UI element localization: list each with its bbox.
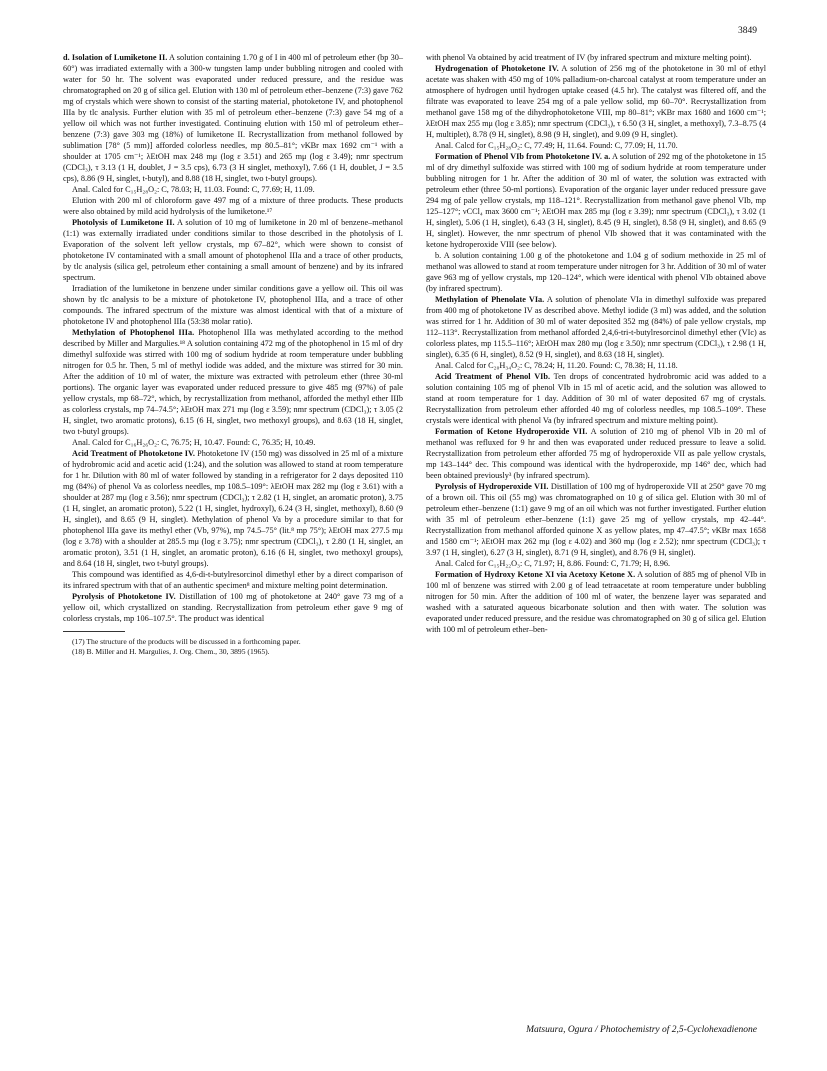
paragraph (63, 327, 403, 437)
paragraph-text: Photoketone IV (150 mg) was dissolved in 25 ml of a mixture of hydrobromic acid and acetic acid (1:24), and the solution was allowed to stand at room temperature for 1 hr. Dilution with 80 ml of water followed by standing in a refrigerator for 2 days deposited 110 mg (84%) of phenol Va as colorless needles, mp 108.5–109°: λEtOH max 282 mμ (log ε 3.61) with a shoulder at 287 mμ (log ε 3.56); nmr spectrum (CDCl₃); τ 2.82 (1 H, singlet, an aromatic proton), 3.75 (1 H, singlet, an aromatic proton), 5.22 (1 H, singlet, hydroxyl), 6.24 (3 H, singlet, methoxyl), 8.60 (9 H, singlet), and 8.65 (9 H, singlet). Methylation of phenol Va by a procedure similar to that for photophenol IIIa gave its methyl ether (Vb, 97%), mp 74.5–75° (lit.⁸ mp 75°); λEtOH max 277.5 mμ (log ε 3.78) with a shoulder at 285.5 mμ (log ε 3.75); nmr spectrum (CDCl₃), τ 2.80 (1 H, singlet, an aromatic proton), 3.51 (1 H, singlet, an aromatic proton), 6.16 (6 H, singlet, two methoxyl groups), and 8.64 (18 H, singlet, two t-butyl groups). (63, 449, 403, 568)
paragraph-heading: Acid Treatment of Photoketone IV. (72, 449, 195, 458)
paragraph (426, 360, 766, 371)
paragraph-text: A solution of 885 mg of phenol VIb in 100 ml of benzene was stirred with 2.00 g of lead tetraacetate at room temperature under bubbling nitrogen for 50 min. After the addition of 100 ml of water, the benzene layer was separated and washed with a saturated aqueous bicarbonate solution and then with water. The solution was evaporated under reduced pressure, and the residue was chromatographed on 30 g of silica gel. Elution with 100 ml of petroleum ether–ben- (426, 570, 766, 634)
paragraph-text: A solution of 210 mg of phenol VIb in 20 ml of methanol was refluxed for 9 hr and then was evaporated under reduced pressure to leave a solid. Recrystallization from petroleum ether afforded 75 mg of hydroperoxide VII as pale yellow crystals, mp 143–144° dec. This compound was identical with the hydroperoxide, mp 146° dec, which had been obtained previously³ (by infrared spectrum). (426, 427, 767, 480)
paragraph (426, 151, 766, 250)
paragraph-text: Anal. Calcd for C₁₅H₂₈O₂: C, 78.03; H, 11.03. Found: C, 77.69; H, 11.09. (72, 185, 315, 194)
paragraph (63, 448, 403, 569)
paragraph-heading: Pyrolysis of Photoketone IV. (72, 592, 176, 601)
paragraph-heading: Methylation of Phenolate VIa. (435, 295, 545, 304)
paragraph (63, 591, 403, 624)
footnote: (17) The structure of the products will be discussed in a forthcoming paper. (72, 637, 301, 646)
paragraph-text: Distillation of 100 mg of photoketone at 240° gave 73 mg of a yellow oil, which crystallized on standing. Recrystallization from petroleum ether gave 9 mg of colorless crystals, mp 106–107.5°. The product was identical (63, 592, 403, 623)
paragraph (63, 217, 403, 283)
paragraph (63, 184, 403, 195)
paragraph (63, 283, 403, 327)
paragraph-text: Ten drops of concentrated hydrobromic acid was added to a solution containing 105 mg of phenol VIb in 15 ml of acetic acid, and the solution was allowed to stand at room temperature for 1 day. Addition of 30 ml of water deposited 67 mg of crystals. Recrystallization from petroleum ether afforded 40 mg of colorless needles, mp 108.5–109°. These crystals were identical with phenol Va (by infrared spectrum and mixture melting point). (426, 372, 767, 425)
paragraph-text: A solution containing 1.70 g of I in 400 ml of petroleum ether (bp 30–60°) was irradiated externally with a 300-w tungsten lamp under bubbling nitrogen and cooled with water for 50 hr. The solvent was evaporated under reduced pressure, and the residue was chromatographed on 20 g of silica gel. Elution with 130 ml of petroleum ether–benzene (7:3) gave 762 mg of crystals which were shown to consist of the starting material, photoketone IV, and photophenol IIIa by tlc analysis. Further elution with 35 ml of petroleum ether–benzene (7:3) gave 54 mg of a yellow oil which was not further investigated. Continuing elution with 150 ml of petroleum ether–benzene (7:3) gave 303 mg (18%) of lumiketone II. Recrystallization from methanol followed by sublimation [78° (5 mm)] afforded colorless needles, mp 80.5–81°; νKBr max 1692 cm⁻¹ with a shoulder at 1705 cm⁻¹; λEtOH max 248 mμ (log ε 3.51) and 265 mμ (log ε 3.49); nmr spectrum (CDCl₃), τ 3.13 (1 H, doublet, J = 3.5 cps), 6.73 (3 H singlet, methoxyl), 7.66 (1 H, doublet, J = 3.5 cps), 8.86 (9 H, singlet, t-butyl), and 8.88 (18 H, singlet, two t-butyl groups). (63, 53, 404, 183)
paragraph (63, 437, 403, 448)
paragraph-text: Anal. Calcd for C₁₅H₂₈O₂: C, 77.49; H, 11.64. Found: C, 77.09; H, 11.70. (435, 141, 678, 150)
paragraph-heading: Acid Treatment of Phenol VIb. (435, 372, 551, 381)
paragraph-text: This compound was identified as 4,6-di-t-butylresorcinol dimethyl ether by a direct comparison of its infrared spectrum with that of an authentic specimen⁸ and mixture melting point determination. (63, 570, 403, 590)
paragraph-text: Photophenol IIIa was methylated according to the method described by Miller and Margulies.¹⁸ A solution containing 472 mg of the photophenol in 15 ml of dry dimethyl sulfoxide was stirred with 100 mg of sodium hydride at room temperature under bubbling nitrogen for 0.5 hr. Then, 5 ml of methyl iodide was added, and the mixture was stirred for 30 min. After the addition of 10 ml of water, the mixture was extracted with petroleum ether (three 30-ml portions). The organic layer was evaporated under reduced pressure to give 485 mg (97%) of pale yellow crystals, mp 68–72°, which, by recrystallization from methanol, afforded the methyl ether IIIb as colorless crystals, mp 74–74.5°; λEtOH max 271 mμ (log ε 3.59); nmr spectrum (CDCl₃); τ 3.05 (2 H, singlet, two aromatic protons), 6.15 (6 H, singlet, two methoxyl groups), and 8.63 (18 H, singlet, two t-butyl groups). (63, 328, 404, 436)
paragraph (426, 481, 766, 558)
footnote: (18) B. Miller and H. Margulies, J. Org. Chem., 30, 3895 (1965). (72, 646, 270, 656)
paragraph (426, 52, 766, 63)
paragraph-text: A solution of 256 mg of the photoketone in 30 ml of ethyl acetate was shaken with 450 mg of 10% palladium-on-charcoal catalyst at room temperature under an atmosphere of hydrogen until hydrogen uptake ceased (4.5 hr). The catalyst was filtered off, and the filtrate was evaporated to leave 254 mg of a pale yellow solid, mp 60–70°. Recrystallization from methanol gave 158 mg of the dihydrophotoketone VIII, mp 80–81°; νKBr max 1680 and 1600 cm⁻¹; λEtOH max 255 mμ (log ε 3.85); nmr spectrum (CDCl₃), τ 6.50 (3 H, singlet, a methoxyl), 7.3–8.75 (4 H, multiplet), 8.78 (9 H, singlet), 8.98 (9 H, singlet), and 9.09 (9 H, singlet). (426, 64, 767, 139)
page-number: 3849 (738, 26, 757, 36)
paragraph (426, 558, 766, 569)
paragraph-heading: Hydrogenation of Photoketone IV. (435, 64, 559, 73)
paragraph-text: b. A solution containing 1.00 g of the photoketone and 1.04 g of sodium methoxide in 25 ml of methanol was allowed to stand at room temperature under nitrogen for 3 hr. Addition of 30 ml of water gave 963 mg of yellow crystals, mp 120–124°, which were identical with phenol VIb obtained above (by infrared spectrum). (426, 251, 766, 293)
paragraph (63, 195, 403, 217)
paragraph-heading: d. Isolation of Lumiketone II. (63, 53, 168, 62)
paragraph (63, 52, 403, 184)
paragraph-text: Distillation of 100 mg of hydroperoxide VII at 250° gave 70 mg of a brown oil. This oil (55 mg) was chromatographed on 10 g of silica gel. Elution with 30 ml of petroleum ether–benzene (1:1) gave 9 mg of an oil which was not further investigated. Further elution with 35 ml of petroleum ether–benzene (1:1) gave 25 mg of yellow crystals, mp 42–44°. Recrystallization from methanol afforded quinone X as yellow plates, mp 47–47.5°; νKBr max 1658 and 1580 cm⁻¹; λEtOH max 262 mμ (log ε 4.02) and 360 mμ (log ε 2.52); nmr spectrum (CDCl₃); τ 3.97 (1 H, singlet), 6.27 (3 H, singlet), 8.71 (9 H, singlet), and 8.76 (9 H, singlet). (426, 482, 766, 557)
paragraph (426, 294, 766, 360)
paragraph-heading: Formation of Ketone Hydroperoxide VII. (435, 427, 588, 436)
footnote-separator (63, 631, 125, 632)
paragraph-text: with phenol Va obtained by acid treatment of IV (by infrared spectrum and mixture melting point). (426, 53, 752, 62)
paragraph-heading: Pyrolysis of Hydroperoxide VII. (435, 482, 549, 491)
paragraph (426, 426, 766, 481)
paragraph-heading: Methylation of Photophenol IIIa. (72, 328, 195, 337)
footnotes (63, 637, 403, 657)
paragraph-text: A solution of 10 mg of lumiketone in 20 ml of benzene–methanol (1:1) was externally irradiated under conditions similar to those described in the photolysis of I. Evaporation of the solvent left yellow crystals, mp 67–82°, which were shown to consist of photoketone IV contaminated with a small amount of photophenol IIIa and a trace of other products, by tlc analysis (silica gel, petroleum ether containing a small amount of benzene) and by its infrared spectrum. (63, 218, 403, 282)
paragraph (426, 569, 766, 635)
paragraph-text: A solution of 292 mg of the photoketone in 15 ml of dry dimethyl sulfoxide was stirred with 100 mg of sodium hydride at room temperature under bubbling nitrogen for 1 hr. After the addition of 30 ml of water, the solution was extracted with petroleum ether (three 50-ml portions). Evaporation of the organic layer under reduced pressure gave 294 mg of pale yellow crystals, mp 118–121°. Recrystallization from methanol gave phenol VIb, mp 125–127°; νCCl₄ max 3600 cm⁻¹; λEtOH max 285 mμ (log ε 3.39); nmr spectrum (CDCl₃), τ 3.02 (1 H, singlet), 5.06 (1 H, singlet), 6.43 (3 H, singlet), 8.45 (9 H, singlet), 8.58 (9 H, singlet), and 8.65 (9 H, singlet). However, the nmr spectrum of phenol VIb showed that it was contaminated with the ketone hydroperoxide VIII (see below). (426, 152, 766, 249)
left-column (63, 52, 403, 657)
running-footer: Matsuura, Ogura / Photochemistry of 2,5-Cyclohexadienone (526, 1025, 757, 1035)
paragraph-text: Anal. Calcd for C₁₅H₂₂O₃: C, 71.97; H, 8.86. Found: C, 71.79; H, 8.96. (435, 559, 671, 568)
paragraph (426, 140, 766, 151)
paragraph (63, 569, 403, 591)
paragraph-text: Anal. Calcd for C₂₀H₃₄O₂: C, 78.24; H, 11.20. Found: C, 78.38; H, 11.18. (435, 361, 678, 370)
paragraph-heading: Formation of Hydroxy Ketone XI via Acetoxy Ketone X. (435, 570, 636, 579)
paragraph-text: Irradiation of the lumiketone in benzene under similar conditions gave a yellow oil. This oil was shown by tlc analysis to be a mixture of photoketone IV, photophenol IIIa, and a trace of other compounds. The infrared spectrum of the mixture was almost identical with that of a mixture of photoketone IV and photophenol IIIa (53:38 molar ratio). (63, 284, 403, 326)
paragraph (426, 250, 766, 294)
paragraph-text: Elution with 200 ml of chloroform gave 497 mg of a mixture of three products. These products were also obtained by mild acid hydrolysis of the lumiketone.¹⁷ (63, 196, 403, 216)
paragraph (426, 63, 766, 140)
paragraph-text: Anal. Calcd for C₁₆H₂₆O₂: C, 76.75; H, 10.47. Found: C, 76.35; H, 10.49. (72, 438, 316, 447)
paragraph-heading: Photolysis of Lumiketone II. (72, 218, 175, 227)
paragraph-text: A solution of phenolate VIa in dimethyl sulfoxide was prepared from 400 mg of photoketone IV as described above. Methyl iodide (3 ml) was added, and the solution was stirred for 1 hr. Addition of 30 ml of water deposited 352 mg (84%) of pale yellow crystals, mp 112–113°. Recrystallization from methanol afforded 2,4,6-tri-t-butylresorcinol dimethyl ether (VIc) as colorless plates, mp 115.5–116°; λEtOH max 280 mμ (log ε 3.50); nmr spectrum (CDCl₃), τ 2.98 (1 H, singlet), 6.35 (6 H, singlet), 8.52 (9 H, singlet), and 8.63 (18 H, singlet). (426, 295, 766, 359)
paragraph (426, 371, 766, 426)
paragraph-heading: Formation of Phenol VIb from Photoketone IV. a. (435, 152, 611, 161)
right-column (426, 52, 766, 635)
